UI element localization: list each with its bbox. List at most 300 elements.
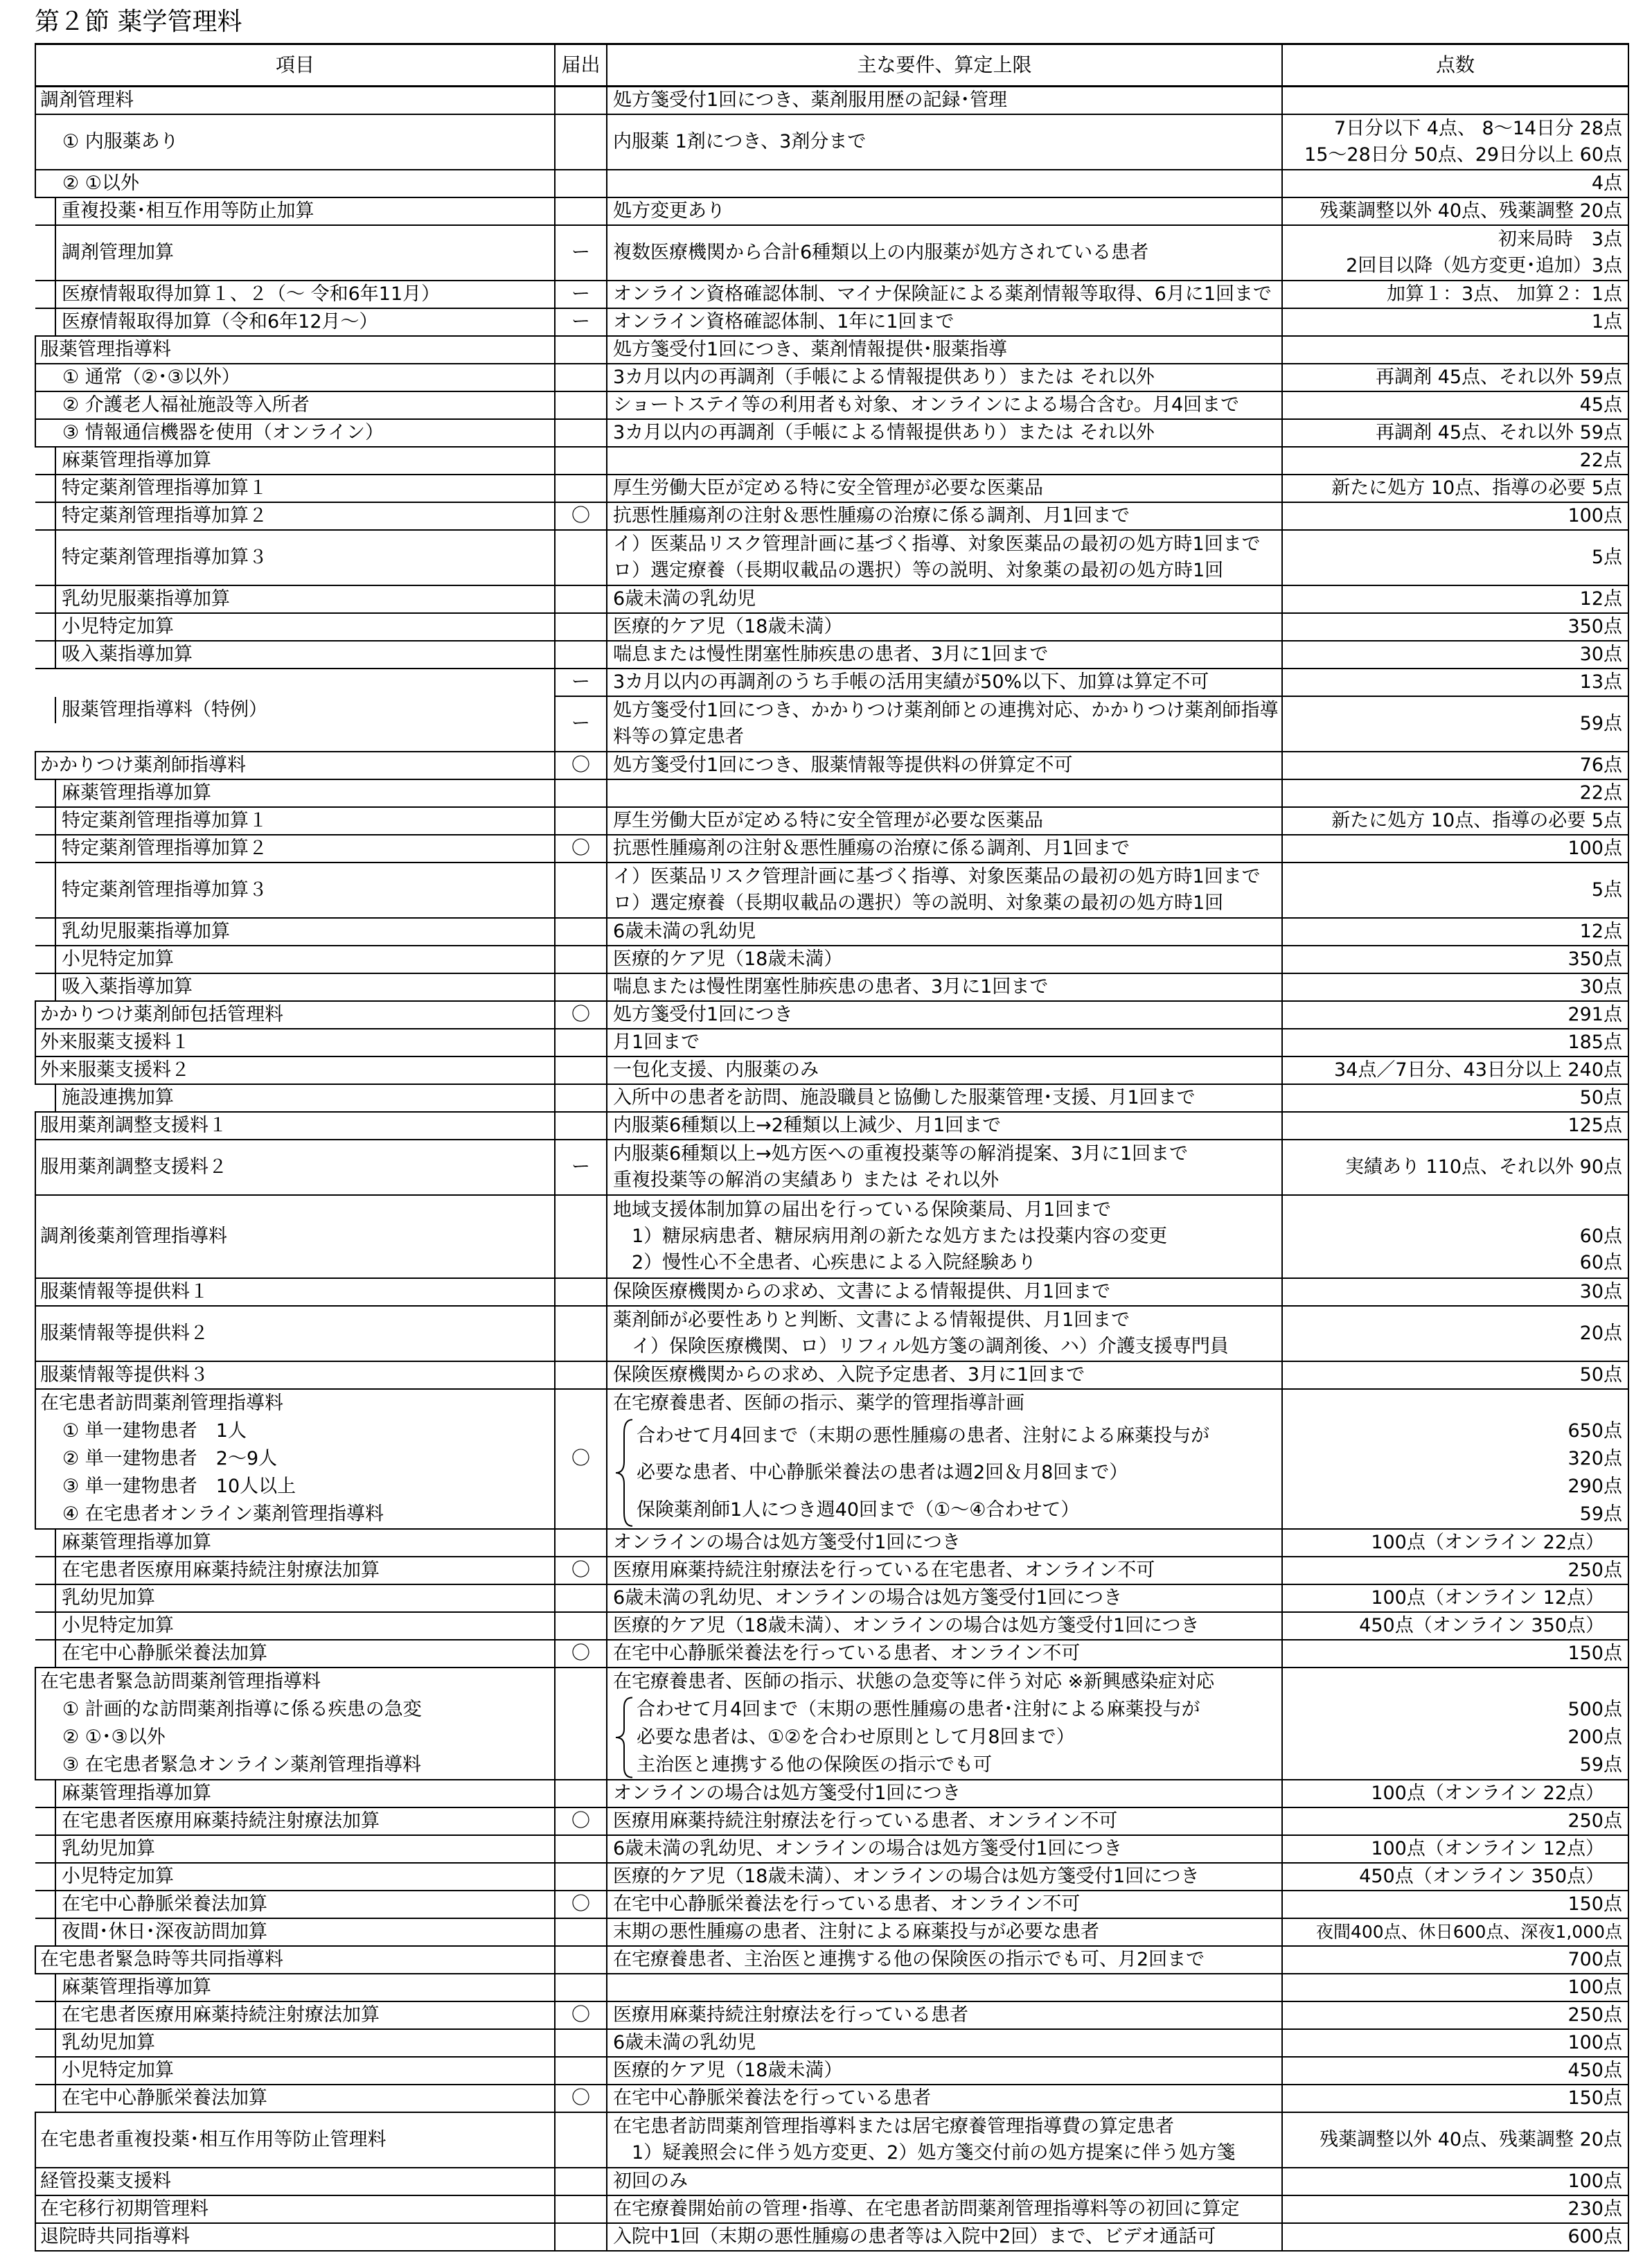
points bbox=[1288, 669, 1622, 696]
item-lines bbox=[40, 1668, 554, 1779]
item-cell bbox=[35, 336, 555, 364]
points-cell bbox=[1282, 2001, 1628, 2029]
requirements-cell bbox=[607, 308, 1282, 336]
item-label: 在宅患者緊急時等共同指導料 bbox=[40, 1949, 283, 1970]
indent-wrap bbox=[35, 2058, 554, 2084]
requirement bbox=[613, 364, 1276, 391]
requirement-head: 在宅療養患者、医師の指示、状態の急変等に伴う対応 ※新興感染症対応 bbox=[613, 1671, 1215, 1692]
item-label: 特定薬剤管理指導加算２ bbox=[62, 838, 267, 859]
points bbox=[1288, 835, 1622, 862]
item-label: 麻薬管理指導加算 bbox=[62, 1976, 211, 1998]
requirements-cell bbox=[607, 1084, 1282, 1112]
item-label: 調剤管理料 bbox=[40, 89, 134, 111]
requirements-cell bbox=[607, 1557, 1282, 1584]
points bbox=[1288, 198, 1622, 224]
table-row bbox=[35, 1640, 1628, 1668]
requirement-line: 医療的ケア児（18歳未満）、オンラインの場合は処方箋受付1回につき bbox=[613, 1866, 1200, 1887]
item-label: 麻薬管理指導加算 bbox=[62, 1532, 211, 1553]
table-row bbox=[35, 1918, 1628, 1946]
points bbox=[1288, 1557, 1622, 1584]
requirements-cell bbox=[607, 447, 1282, 475]
item-label: 在宅移行初期管理料 bbox=[40, 2198, 208, 2220]
table-row bbox=[35, 1084, 1628, 1112]
notification-mark bbox=[555, 779, 607, 807]
points-cell bbox=[1282, 391, 1628, 419]
indent-wrap bbox=[35, 448, 554, 474]
points-cell bbox=[1282, 613, 1628, 641]
points-cell bbox=[1282, 946, 1628, 973]
points bbox=[1288, 392, 1622, 418]
table-row bbox=[35, 197, 1628, 225]
notification-mark bbox=[555, 1668, 607, 1780]
requirement: 必要な患者、中心静脈栄養法の患者は週2回＆月8回まで） bbox=[637, 1462, 1128, 1484]
indent-wrap bbox=[35, 780, 554, 806]
points-cell bbox=[1282, 1780, 1628, 1807]
item-label: 麻薬管理指導加算 bbox=[62, 1783, 211, 1804]
requirement bbox=[613, 420, 1276, 446]
indent-wrap bbox=[35, 697, 554, 723]
item-cell bbox=[35, 752, 555, 779]
points bbox=[1288, 1919, 1622, 1945]
notification-mark: ー bbox=[555, 696, 607, 752]
points-cell bbox=[1282, 1668, 1628, 1780]
points-line: 59点 bbox=[1579, 713, 1622, 734]
requirements-cell bbox=[607, 1946, 1282, 1974]
points-cell bbox=[1282, 2085, 1628, 2112]
points-line: 650点 bbox=[1567, 1420, 1622, 1442]
requirements-cell bbox=[607, 1278, 1282, 1306]
points-cell bbox=[1282, 225, 1628, 281]
points-cell bbox=[1282, 1195, 1628, 1278]
requirements-cell bbox=[607, 973, 1282, 1001]
item-cell bbox=[35, 946, 555, 973]
points-cell bbox=[1282, 308, 1628, 336]
requirement-line: 医療的ケア児（18歳未満）、オンラインの場合は処方箋受付1回につき bbox=[613, 1615, 1200, 1636]
item-label: 特定薬剤管理指導加算１ bbox=[62, 477, 267, 499]
requirement-line: 医療的ケア児（18歳未満） bbox=[613, 616, 843, 637]
requirement-line bbox=[613, 1974, 1276, 2001]
item-label: 麻薬管理指導加算 bbox=[62, 450, 211, 471]
requirement bbox=[613, 503, 1276, 529]
requirements-cell bbox=[607, 2001, 1282, 2029]
table-row bbox=[35, 752, 1628, 779]
item-label: 外来服薬支援料１ bbox=[40, 1032, 190, 1053]
points bbox=[1288, 711, 1622, 737]
table-row bbox=[35, 613, 1628, 641]
points-cell bbox=[1282, 1056, 1628, 1084]
table-row bbox=[35, 2168, 1628, 2195]
points-cell bbox=[1282, 1389, 1628, 1529]
requirement-line: 在宅中心静脈栄養法を行っている患者、オンライン不可 bbox=[613, 1893, 1081, 1915]
notification-mark bbox=[555, 1306, 607, 1361]
notification-mark: ー bbox=[555, 1140, 607, 1195]
points-line: 20点 bbox=[1579, 1323, 1622, 1344]
points-cell bbox=[1282, 197, 1628, 225]
points-line: 100点（オンライン 22点） bbox=[1371, 1783, 1604, 1804]
points-cell bbox=[1282, 1946, 1628, 1974]
points bbox=[1288, 1780, 1604, 1807]
points-cell bbox=[1282, 641, 1628, 669]
requirement-line: 1）疑義照会に伴う処方変更、2）処方箋交付前の処方提案に伴う処方箋 bbox=[613, 2142, 1236, 2164]
item-label: 小児特定加算 bbox=[62, 2060, 174, 2081]
indent-gap bbox=[35, 1919, 56, 1945]
item-label: 特定薬剤管理指導加算１ bbox=[62, 810, 267, 831]
table-row bbox=[35, 170, 1628, 197]
requirement-line: 抗悪性腫瘍剤の注射＆悪性腫瘍の治療に係る調剤、月1回まで bbox=[613, 838, 1130, 859]
item-label: 乳幼児加算 bbox=[62, 1587, 155, 1609]
requirements-cell bbox=[607, 641, 1282, 669]
points bbox=[1288, 946, 1622, 973]
requirement bbox=[613, 2002, 1276, 2028]
points-line: 実績あり 110点、それ以外 90点 bbox=[1344, 1156, 1622, 1178]
item-cell bbox=[35, 1863, 555, 1891]
points-line: 450点（オンライン 350点） bbox=[1359, 1866, 1604, 1887]
requirement-line: 処方箋受付1回につき、薬剤服用歴の記録･管理 bbox=[613, 89, 1008, 111]
indent-wrap bbox=[35, 2002, 554, 2028]
requirements-cell bbox=[607, 807, 1282, 835]
requirements-cell bbox=[607, 1584, 1282, 1612]
item-label: 退院時共同指導料 bbox=[40, 2226, 190, 2247]
requirement bbox=[613, 2058, 1276, 2084]
indent-gap bbox=[35, 614, 56, 640]
brace-group bbox=[613, 1696, 1276, 1779]
item-cell bbox=[35, 1612, 555, 1640]
requirements-cell bbox=[607, 1389, 1282, 1529]
points bbox=[1288, 1085, 1622, 1111]
item-label: 医療情報取得加算１、２（～ 令和6年11月） bbox=[62, 283, 441, 305]
notification-mark: ー bbox=[555, 225, 607, 281]
requirements-cell bbox=[607, 863, 1282, 918]
requirements-cell bbox=[607, 281, 1282, 308]
table-row bbox=[35, 419, 1628, 447]
item-cell bbox=[35, 1029, 555, 1056]
requirement bbox=[613, 808, 1276, 834]
points-line: 59点 bbox=[1579, 1503, 1622, 1525]
notification-mark bbox=[555, 2112, 607, 2168]
item-label: 小児特定加算 bbox=[62, 1866, 174, 1887]
points-cell bbox=[1282, 336, 1628, 364]
item-cell bbox=[35, 1195, 555, 1278]
points-line bbox=[1288, 87, 1622, 114]
item-cell bbox=[35, 2223, 555, 2251]
notification-mark bbox=[555, 1946, 607, 1974]
item-label: 在宅患者重複投薬･相互作用等防止管理料 bbox=[40, 2129, 387, 2150]
indent-wrap bbox=[35, 863, 554, 917]
indent-gap bbox=[35, 1864, 56, 1890]
item-label: 在宅中心静脈栄養法加算 bbox=[62, 1893, 267, 1915]
requirement-line: 1）糖尿病患者、糖尿病用剤の新たな処方または投薬内容の変更 bbox=[613, 1226, 1168, 1247]
requirement-line: 入院中1回（末期の悪性腫瘍の患者等は入院中2回）まで、ビデオ通話可 bbox=[613, 2226, 1216, 2247]
points-cell bbox=[1282, 114, 1628, 170]
points-cell bbox=[1282, 1640, 1628, 1668]
table-row bbox=[35, 2085, 1628, 2112]
points-line: 100点（オンライン 12点） bbox=[1371, 1587, 1604, 1609]
notification-mark: 〇 bbox=[555, 2001, 607, 2029]
points-cell bbox=[1282, 419, 1628, 447]
requirements-cell bbox=[607, 835, 1282, 863]
item-label: 乳幼児加算 bbox=[62, 2032, 155, 2053]
requirements-cell bbox=[607, 2168, 1282, 2195]
requirement-line: オンラインの場合は処方箋受付1回につき bbox=[613, 1532, 961, 1553]
requirements-cell bbox=[607, 336, 1282, 364]
points bbox=[1288, 2002, 1622, 2028]
notification-mark bbox=[555, 1529, 607, 1557]
requirement-line bbox=[613, 170, 1276, 197]
points bbox=[1288, 1613, 1604, 1639]
requirement bbox=[613, 642, 1276, 668]
requirements-cell bbox=[607, 2195, 1282, 2223]
indent-gap bbox=[35, 1585, 56, 1611]
requirement-line: 6歳未満の乳幼児、オンラインの場合は処方箋受付1回につき bbox=[613, 1838, 1123, 1859]
requirements-cell bbox=[607, 1612, 1282, 1640]
notification-mark bbox=[555, 1112, 607, 1140]
points-cell bbox=[1282, 530, 1628, 585]
item-label: 施設連携加算 bbox=[62, 1087, 174, 1108]
requirement bbox=[613, 1947, 1276, 1973]
item-label: 調剤後薬剤管理指導料 bbox=[40, 1226, 227, 1247]
points-line: 再調剤 45点、それ以外 59点 bbox=[1376, 366, 1622, 388]
requirements-cell bbox=[607, 1863, 1282, 1891]
requirement bbox=[613, 1585, 1276, 1611]
points-cell bbox=[1282, 2195, 1628, 2223]
table-row bbox=[35, 1974, 1628, 2001]
points-line: 4点 bbox=[1591, 173, 1622, 194]
item-cell bbox=[35, 1529, 555, 1557]
table-row bbox=[35, 2001, 1628, 2029]
points bbox=[1288, 877, 1622, 903]
points bbox=[1288, 808, 1622, 834]
table-row bbox=[35, 1140, 1628, 1195]
item-label: ② ①以外 bbox=[62, 173, 139, 194]
requirement-line: 保険医療機関からの求め、入院予定患者、3月に1回まで bbox=[613, 1364, 1085, 1386]
requirement bbox=[613, 586, 1276, 612]
requirement bbox=[613, 974, 1276, 1000]
requirements-cell bbox=[607, 696, 1282, 752]
item-cell bbox=[35, 1112, 555, 1140]
table-row bbox=[35, 281, 1628, 308]
table-row bbox=[35, 114, 1628, 170]
points-cell bbox=[1282, 447, 1628, 475]
indent-wrap bbox=[35, 642, 554, 668]
requirement-line: ロ）選定療養（長期収載品の選択）等の説明、対象薬の最初の処方時1回 bbox=[613, 892, 1224, 914]
points bbox=[1288, 2127, 1622, 2153]
points bbox=[1288, 780, 1622, 806]
item-label: 在宅患者医療用麻薬持続注射療法加算 bbox=[62, 2004, 380, 2026]
notification-mark: 〇 bbox=[555, 1557, 607, 1584]
requirement bbox=[613, 448, 1276, 474]
item-label: かかりつけ薬剤師指導料 bbox=[40, 754, 246, 776]
points-line: 60点 bbox=[1579, 1252, 1622, 1273]
requirement bbox=[613, 698, 1279, 750]
requirement bbox=[613, 946, 1276, 973]
requirement: 合わせて月4回まで（末期の悪性腫瘍の患者、注射による麻薬投与が bbox=[637, 1425, 1210, 1447]
requirement-line: 喘息または慢性閉塞性肺疾患の患者、3月に1回まで bbox=[613, 976, 1049, 998]
points-cell bbox=[1282, 585, 1628, 613]
indent-gap bbox=[35, 946, 56, 973]
requirement-line: 処方変更あり bbox=[613, 200, 725, 222]
points-line: 450点（オンライン 350点） bbox=[1359, 1615, 1604, 1636]
item-label: 小児特定加算 bbox=[62, 616, 174, 637]
item-label: 在宅中心静脈栄養法加算 bbox=[62, 2087, 267, 2109]
indent-gap bbox=[35, 835, 56, 862]
requirements-cell bbox=[607, 2029, 1282, 2057]
indent-gap bbox=[35, 697, 56, 723]
points bbox=[1288, 1808, 1622, 1834]
indent-wrap bbox=[35, 974, 554, 1000]
notification-mark: 〇 bbox=[555, 1640, 607, 1668]
indent-wrap bbox=[35, 198, 554, 224]
item-cell bbox=[35, 1389, 555, 1529]
indent-gap bbox=[35, 808, 56, 834]
notification-mark: ー bbox=[555, 281, 607, 308]
table-row bbox=[35, 447, 1628, 475]
indent-wrap bbox=[35, 1085, 554, 1111]
requirement-line: ロ）選定療養（長期収載品の選択）等の説明、対象薬の最初の処方時1回 bbox=[613, 560, 1224, 581]
points-line bbox=[1288, 1197, 1622, 1223]
brace-lines bbox=[637, 1696, 1200, 1779]
points-cell bbox=[1282, 1863, 1628, 1891]
table-row bbox=[35, 336, 1628, 364]
points bbox=[1288, 1947, 1622, 1973]
points-cell bbox=[1282, 807, 1628, 835]
points-cell bbox=[1282, 752, 1628, 779]
points-line: 34点／7日分、43日分以上 240点 bbox=[1333, 1059, 1622, 1081]
table-row bbox=[35, 530, 1628, 585]
points bbox=[1288, 1836, 1604, 1862]
table-row bbox=[35, 779, 1628, 807]
points bbox=[1288, 642, 1622, 668]
points bbox=[1288, 87, 1622, 114]
table-row bbox=[35, 2029, 1628, 2057]
indent-wrap bbox=[35, 1836, 554, 1862]
requirement-line: 処方箋受付1回につき、薬剤情報提供･服薬指導 bbox=[613, 339, 1008, 360]
notification-mark bbox=[555, 197, 607, 225]
notification-mark bbox=[555, 1584, 607, 1612]
points bbox=[1288, 1891, 1622, 1918]
points bbox=[1288, 2196, 1622, 2222]
requirement bbox=[613, 2196, 1276, 2222]
notification-mark bbox=[555, 1084, 607, 1112]
requirement-line: 初回のみ bbox=[613, 2170, 688, 2192]
requirement-line: 医療的ケア児（18歳未満） bbox=[613, 2060, 843, 2081]
points bbox=[1288, 475, 1622, 502]
item-cell bbox=[35, 1780, 555, 1807]
requirements-cell bbox=[607, 1974, 1282, 2001]
points-line: 100点（オンライン 12点） bbox=[1371, 1838, 1604, 1859]
requirement bbox=[613, 2224, 1276, 2250]
item-label: 小児特定加算 bbox=[62, 1615, 174, 1636]
requirements-cell bbox=[607, 613, 1282, 641]
points-line: 350点 bbox=[1567, 616, 1622, 637]
table-row bbox=[35, 1001, 1628, 1029]
item-cell bbox=[35, 1891, 555, 1918]
indent-gap bbox=[35, 1085, 56, 1111]
points bbox=[1288, 586, 1622, 612]
brace-icon bbox=[613, 1417, 637, 1528]
item-cell bbox=[35, 2057, 555, 2085]
requirement-line: 医療用麻薬持続注射療法を行っている患者 bbox=[613, 2004, 968, 2026]
item-label: 在宅患者緊急訪問薬剤管理指導料 bbox=[40, 1671, 321, 1692]
notification-mark bbox=[555, 1195, 607, 1278]
requirement-line: 処方箋受付1回につき bbox=[613, 1004, 793, 1025]
points-line: 125点 bbox=[1567, 1115, 1622, 1136]
requirement bbox=[613, 1613, 1276, 1639]
points bbox=[1288, 1640, 1622, 1667]
requirement-line: イ）保険医療機関、ロ）リフィル処方箋の調剤後、ハ）介護支援専門員 bbox=[613, 1336, 1229, 1357]
notification-mark bbox=[555, 1863, 607, 1891]
points bbox=[1288, 2030, 1622, 2056]
points bbox=[1288, 337, 1622, 363]
points-line: 残薬調整以外 40点、残薬調整 20点 bbox=[1320, 2129, 1622, 2150]
points-cell bbox=[1282, 2029, 1628, 2057]
points-line: 5点 bbox=[1591, 547, 1622, 568]
points-line: 再調剤 45点、それ以外 59点 bbox=[1376, 422, 1622, 443]
indent-gap bbox=[35, 1891, 56, 1918]
item-label: 服薬管理指導料 bbox=[40, 339, 171, 360]
points-cell bbox=[1282, 1612, 1628, 1640]
requirement: 主治医と連携する他の保険医の指示でも可 bbox=[637, 1754, 992, 1776]
item-cell bbox=[35, 1584, 555, 1612]
requirement bbox=[613, 1002, 1276, 1028]
points-line: 50点 bbox=[1579, 1364, 1622, 1386]
item-cell bbox=[35, 281, 555, 308]
table-row bbox=[35, 641, 1628, 669]
item-cell bbox=[35, 502, 555, 530]
table-row bbox=[35, 1529, 1628, 1557]
indent-gap bbox=[35, 1836, 56, 1862]
points-cell bbox=[1282, 1084, 1628, 1112]
item-label: 服用薬剤調整支援料２ bbox=[40, 1156, 227, 1178]
indent-gap bbox=[35, 1974, 56, 2001]
item-cell bbox=[35, 2085, 555, 2112]
requirement-line: オンラインの場合は処方箋受付1回につき bbox=[613, 1783, 961, 1804]
indent-wrap bbox=[35, 1974, 554, 2001]
indent-gap bbox=[35, 1780, 56, 1807]
requirements-cell bbox=[607, 2085, 1282, 2112]
item-cell bbox=[35, 1361, 555, 1389]
requirements-cell bbox=[607, 530, 1282, 585]
indent-wrap bbox=[35, 1864, 554, 1890]
points-line: 76点 bbox=[1579, 754, 1622, 776]
requirements-cell bbox=[607, 752, 1282, 779]
points-line: 22点 bbox=[1579, 782, 1622, 804]
notification-mark bbox=[555, 87, 607, 115]
item-label: ① 通常（②･③以外） bbox=[62, 366, 240, 388]
requirements-cell bbox=[607, 1361, 1282, 1389]
table-row bbox=[35, 1389, 1628, 1529]
item-cell bbox=[35, 2001, 555, 2029]
points bbox=[1288, 1113, 1622, 1139]
points-line: 100点 bbox=[1567, 2170, 1622, 2192]
points-line: 2回目以降（処方変更･追加）3点 bbox=[1346, 255, 1622, 276]
points-line: 185点 bbox=[1567, 1032, 1622, 1053]
table-row bbox=[35, 1306, 1628, 1361]
indent-wrap bbox=[35, 1557, 554, 1584]
points bbox=[1288, 364, 1622, 391]
points-cell bbox=[1282, 1029, 1628, 1056]
header-item: 項目 bbox=[35, 44, 555, 87]
table-row bbox=[35, 1780, 1628, 1807]
item-cell bbox=[35, 447, 555, 475]
points-line: 100点 bbox=[1567, 1976, 1622, 1998]
requirements-cell bbox=[607, 502, 1282, 530]
points-line: 13点 bbox=[1579, 671, 1622, 693]
points bbox=[1288, 1057, 1622, 1084]
points-cell bbox=[1282, 1140, 1628, 1195]
points bbox=[1288, 1029, 1622, 1056]
requirements-cell bbox=[607, 1529, 1282, 1557]
item-cell bbox=[35, 2112, 555, 2168]
